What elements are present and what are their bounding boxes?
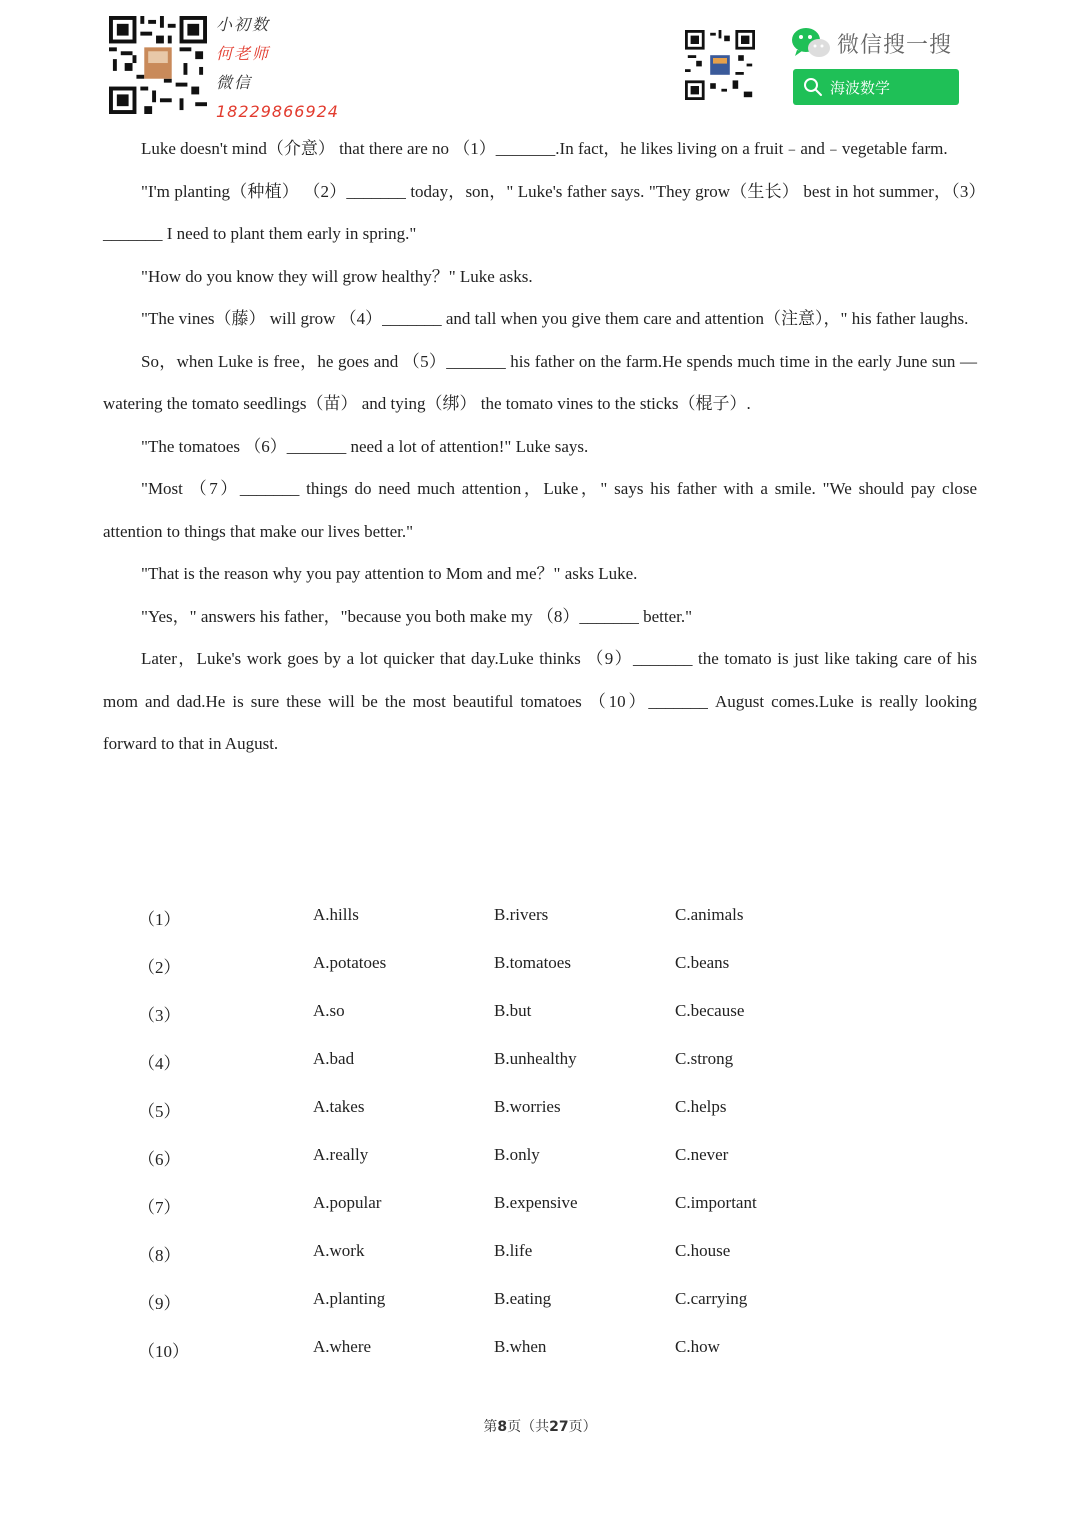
option-c[interactable]: C.beans (675, 953, 730, 972)
wechat-logo-icon (791, 26, 831, 60)
passage-paragraph: "Yes，" answers his father，"because you both make my （8）_______ better." (141, 606, 693, 626)
option-b[interactable]: B.only (494, 1145, 540, 1164)
question-number: （10） (138, 1342, 189, 1361)
question-number: （8） (138, 1246, 181, 1265)
passage-paragraph: "The tomatoes （6）_______ need a lot of attention!" Luke says. (141, 436, 589, 456)
option-c[interactable]: C.helps (675, 1097, 727, 1116)
passage-paragraph: "The vines（藤） will grow （4）_______ and tall when you give them care and attention（注意），" his father laughs. (141, 309, 969, 328)
question-number: （2） (138, 958, 181, 977)
option-b[interactable]: B.but (494, 1001, 532, 1020)
option-a[interactable]: A.work (313, 1241, 365, 1260)
contact-info (216, 10, 339, 126)
wechat-search-header (791, 26, 952, 60)
qr-code-icon (109, 16, 207, 114)
question-number: （9） (138, 1294, 181, 1313)
contact-line-3: 微信 (216, 73, 253, 92)
question-number: （6） (138, 1150, 181, 1169)
reading-passage (103, 128, 977, 766)
footer-mid: 页（共 (507, 1419, 550, 1435)
contact-line-1: 小初数 (216, 15, 271, 34)
option-c[interactable]: C.house (675, 1241, 731, 1260)
option-a[interactable]: A.so (313, 1001, 345, 1020)
question-number: （3） (138, 1006, 181, 1025)
contact-phone: 18229866924 (216, 102, 339, 121)
option-b[interactable]: B.eating (494, 1289, 552, 1308)
qr-code-left (109, 16, 207, 114)
option-c[interactable]: C.important (675, 1193, 757, 1212)
option-a[interactable]: A.really (313, 1145, 369, 1164)
qr-code-icon (685, 30, 755, 100)
option-b[interactable]: B.when (494, 1337, 547, 1356)
option-a[interactable]: A.potatoes (313, 953, 387, 972)
option-b[interactable]: B.worries (494, 1097, 561, 1116)
wechat-search-label: 海波数学 (830, 78, 891, 97)
option-a[interactable]: A.popular (313, 1193, 382, 1212)
option-c[interactable]: C.never (675, 1145, 729, 1164)
option-a[interactable]: A.hills (313, 905, 359, 924)
footer-suffix: 页） (568, 1419, 597, 1435)
passage-paragraph: So，when Luke is free，he goes and （5）_______ his father on the farm.He spends much time in the early June sun —watering the tomato seedlings（苗） and tying（绑） the tomato vines to the sticks（棍子）. (103, 351, 977, 413)
question-number: （7） (138, 1198, 181, 1217)
footer-prefix: 第 (483, 1419, 498, 1435)
passage-paragraph: Luke doesn't mind（介意） that there are no （1）_______.In fact，he likes living on a fruit﹣and﹣vegetable farm. (141, 139, 948, 158)
search-icon (803, 77, 823, 97)
option-b[interactable]: B.life (494, 1241, 533, 1260)
passage-paragraph: "Most （7）_______ things do need much attention，Luke，" says his father with a smile. "We should pay close attention to things that make our lives better." (103, 479, 977, 541)
page-footer (0, 1416, 1080, 1436)
question-number: （1） (138, 910, 181, 929)
option-c[interactable]: C.how (675, 1337, 720, 1356)
qr-code-right (685, 30, 755, 100)
question-number: （4） (138, 1054, 181, 1073)
option-b[interactable]: B.unhealthy (494, 1049, 577, 1068)
passage-paragraph: "That is the reason why you pay attention to Mom and me？" asks Luke. (141, 564, 638, 583)
option-b[interactable]: B.rivers (494, 905, 549, 924)
option-c[interactable]: C.because (675, 1001, 745, 1020)
option-a[interactable]: A.takes (313, 1097, 365, 1116)
passage-paragraph: "How do you know they will grow healthy？" Luke asks. (141, 266, 533, 286)
wechat-title: 微信搜一搜 (837, 32, 953, 58)
option-a[interactable]: A.where (313, 1337, 372, 1356)
total-page-number: 27 (549, 1419, 569, 1435)
option-c[interactable]: C.carrying (675, 1289, 748, 1308)
option-c[interactable]: C.animals (675, 905, 744, 924)
option-b[interactable]: B.expensive (494, 1193, 578, 1212)
passage-paragraph: "I'm planting（种植） （2）_______ today，son，" Luke's father says. "They grow（生长） best in hot summer，（3）_______ I need to plant them early in spring." (103, 181, 977, 243)
option-a[interactable]: A.bad (313, 1049, 355, 1068)
option-b[interactable]: B.tomatoes (494, 953, 571, 972)
wechat-search-box[interactable] (793, 69, 959, 105)
contact-line-2: 何老师 (216, 44, 271, 63)
current-page-number: 8 (497, 1419, 508, 1435)
question-number: （5） (138, 1102, 181, 1121)
passage-paragraph: Later，Luke's work goes by a lot quicker that day.Luke thinks （9）_______ the tomato is just like taking care of his mom and dad.He is sure these will be the most beautiful tomatoes （10）_______ August comes.Luke is really looking forward to that in August. (103, 649, 977, 753)
option-c[interactable]: C.strong (675, 1049, 734, 1068)
option-a[interactable]: A.planting (313, 1289, 386, 1308)
